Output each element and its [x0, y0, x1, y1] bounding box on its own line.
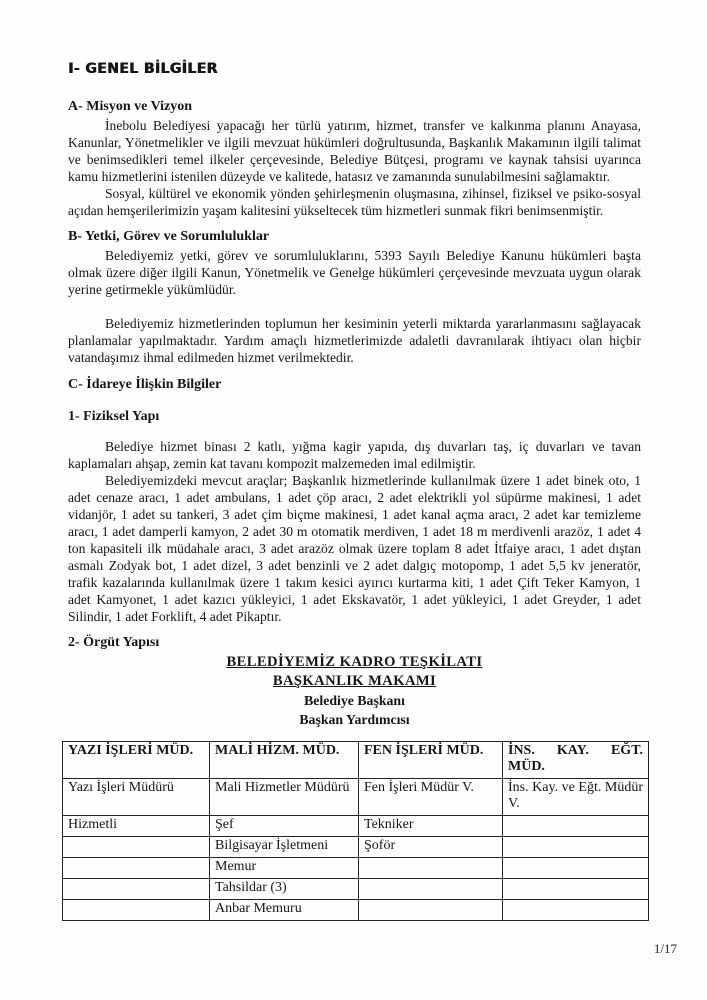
section-b-paragraph-1: Belediyemiz yetki, görev ve sorumluluklarını, 5393 Sayılı Belediye Kanunu hükümleri başta olmak üzere diğer ilgili Kanun, Yönetmelik ve Genelge hükümleri çerçevesinde mevzuata uygun olarak yerine getirmekle yükümlüdür. — [68, 248, 641, 297]
org-chart-headings — [68, 653, 641, 729]
section-c-heading: C- İdareye İlişkin Bilgiler — [68, 377, 222, 392]
table-row — [63, 779, 649, 816]
section-a-paragraph-1: İnebolu Belediyesi yapacağı her türlü yatırım, hizmet, transfer ve kalkınma planını Anayasa, Kanunlar, Yönetmelikler ve ilgili mevzuat hükümleri doğrultusunda, Başkanlık Makamının ilgili talimat ve benimsedikleri temel ilkeler çerçevesinde, Belediye Bütçesi, programı ve kaynak tahsisi uyarınca kamu hizmetlerini istenilen düzeyde ve kalitede, hatasız ve zamanında sunulabilmesini sağlamaktır. — [68, 118, 641, 184]
org-chart-role-deputy: Başkan Yardımcısı — [299, 712, 410, 727]
table-cell: Bilgisayar İşletmeni — [210, 837, 359, 858]
table-cell: Şef — [210, 816, 359, 837]
table-cell — [359, 858, 503, 879]
table-row — [63, 858, 649, 879]
org-chart-subtitle: BAŞKANLIK MAKAMI — [272, 673, 437, 689]
org-chart-title: BELEDİYEMİZ KADRO TEŞKİLATI — [226, 654, 483, 670]
org-chart-role-mayor: Belediye Başkanı — [304, 693, 405, 708]
table-cell — [63, 879, 210, 900]
table-header-cell-yazi-isleri: YAZI İŞLERİ MÜD. — [63, 742, 210, 779]
table-cell — [63, 837, 210, 858]
section-b-paragraph-2: Belediyemiz hizmetlerinden toplumun her kesiminin yeterli miktarda yararlanmasını sağlayacak planlamalar yapılmaktadır. Yardım amaçlı hizmetlerimizde adaletli davranılarak ihtiyacı olan hiçbir vatandaşımız ihmal edilmeden hizmet verilmektedir. — [68, 316, 641, 365]
table-row — [63, 900, 649, 921]
table-cell: Hizmetli — [63, 816, 210, 837]
table-cell: Memur — [210, 858, 359, 879]
table-cell: Fen İşleri Müdür V. — [359, 779, 503, 816]
table-cell — [503, 837, 649, 858]
table-cell: Şoför — [359, 837, 503, 858]
table-cell — [503, 879, 649, 900]
table-cell — [63, 858, 210, 879]
section-a-heading: A- Misyon ve Vizyon — [68, 99, 193, 114]
document-title: I- GENEL BİLGİLER — [68, 61, 218, 77]
table-header-cell-fen-isleri: FEN İŞLERİ MÜD. — [359, 742, 503, 779]
table-row — [63, 837, 649, 858]
staff-table — [62, 741, 649, 921]
table-header-row — [63, 742, 649, 779]
table-cell — [503, 900, 649, 921]
section-b-heading: B- Yetki, Görev ve Sorumluluklar — [68, 229, 270, 244]
table-cell — [359, 879, 503, 900]
table-cell — [503, 816, 649, 837]
table-row — [63, 816, 649, 837]
table-header-cell-mali-hizm: MALİ HİZM. MÜD. — [210, 742, 359, 779]
table-cell — [63, 900, 210, 921]
section-2-heading: 2- Örgüt Yapısı — [68, 635, 160, 650]
table-cell: Anbar Memuru — [210, 900, 359, 921]
table-cell: Yazı İşleri Müdürü — [63, 779, 210, 816]
page-number: 1/17 — [653, 941, 677, 956]
section-a-paragraph-2: Sosyal, kültürel ve ekonomik yönden şehirleşmenin oluşmasına, zihinsel, fiziksel ve psiko-sosyal açıdan hemşerilerimizin yaşam kalitesini yükseltecek tüm hizmetleri sunmak fikri benimsenmiştir. — [68, 186, 641, 218]
section-1-heading: 1- Fiziksel Yapı — [68, 409, 160, 424]
table-cell: İns. Kay. ve Eğt. Müdür V. — [503, 779, 649, 816]
table-cell: Tahsildar (3) — [210, 879, 359, 900]
table-cell — [359, 900, 503, 921]
table-cell: Tekniker — [359, 816, 503, 837]
physical-structure-paragraph: Belediye hizmet binası 2 katlı, yığma kagir yapıda, dış duvarları taş, iç duvarları ve tavan kaplamaları ahşap, zemin kat tavanı kompozit malzemeden imal edilmiştir. — [68, 439, 641, 471]
vehicles-paragraph: Belediyemizdeki mevcut araçlar; Başkanlık hizmetlerinde kullanılmak üzere 1 adet binek oto, 1 adet cenaze aracı, 1 adet ambulans, 1 adet çöp aracı, 2 adet elektrikli yol süpürme makinesi, 1 adet vidanjör, 1 adet su tankeri, 3 adet çim biçme makinesi, 1 adet kanal açma aracı, 2 adet kar temizleme aracı, 1 adet damperli kamyon, 2 adet 30 m otomatik merdiven, 1 adet 18 m merdivenli arazöz, 1 adet 4 ton kapasiteli ilk müdahale aracı, 3 adet arazöz olmak üzere toplam 8 adet İtfaiye aracı, 1 adet dıştan asmalı Zodyak bot, 1 adet dizel, 3 adet benzinli ve 2 adet dalgıç motopomp, 1 adet 5,5 kv jeneratör, trafik kazalarında kullanılmak üzere 1 takım kesici ayırıcı kurtarma kiti, 1 adet Çift Teker Kamyon, 1 adet Kamyonet, 1 adet kazıcı yükleyici, 1 adet Ekskavatör, 1 adet yükleyici, 1 adet Greyder, 1 adet Silindir, 1 adet Forklift, 4 adet Pikaptır. — [68, 473, 641, 624]
table-row — [63, 879, 649, 900]
table-header-cell-ins-kay-egt: İNS. KAY. EĞT. MÜD. — [503, 742, 649, 779]
table-cell: Mali Hizmetler Müdürü — [210, 779, 359, 816]
table-cell — [503, 858, 649, 879]
